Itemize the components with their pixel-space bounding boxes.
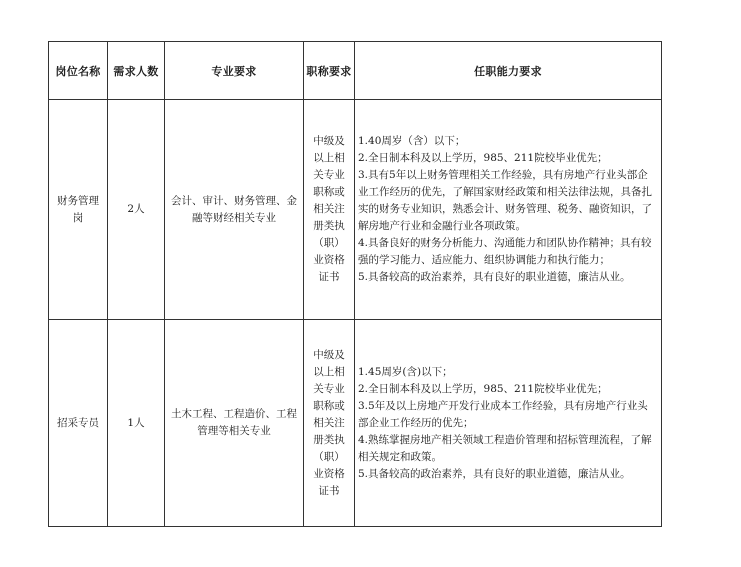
table-row [49, 100, 662, 320]
duty-item: 5.具备较高的政治素养，具有良好的职业道德，廉洁从业。 [358, 271, 631, 283]
title-req-text: 中级及以上相关专业职称或相关注册类执（职）业资格证书 [313, 348, 345, 497]
duties-cell [355, 320, 662, 527]
header-count: 需求人数 [108, 42, 165, 100]
header-position: 岗位名称 [49, 42, 108, 100]
position-cell: 财务管理岗 [49, 100, 108, 320]
duty-item: 2.全日制本科及以上学历，985、211院校毕业优先； [358, 152, 608, 164]
duty-item: 2.全日制本科及以上学历，985、211院校毕业优先； [358, 382, 608, 395]
count-cell: 2人 [108, 100, 165, 320]
title-req-cell [304, 100, 355, 320]
duty-item: 1.45周岁(含)以下； [358, 365, 453, 378]
duties-cell [355, 100, 662, 320]
major-cell: 土木工程、工程造价、工程管理等相关专业 [165, 320, 304, 527]
position-cell: 招采专员 [49, 320, 108, 527]
duty-item: 5.具备较高的政治素养，具有良好的职业道德，廉洁从业。 [358, 467, 631, 480]
header-row [49, 42, 662, 100]
job-requirements-table [48, 41, 662, 527]
header-title-req: 职称要求 [304, 42, 355, 100]
duty-item: 4.熟练掌握房地产相关领域工程造价管理和招标管理流程，了解相关规定和政策。 [358, 433, 652, 463]
table-row [49, 320, 662, 527]
duty-item: 4.具备良好的财务分析能力、沟通能力和团队协作精神；具有较强的学习能力、适应能力、组织协调能力和执行能力； [358, 237, 652, 266]
duty-item: 1.40周岁（含）以下； [358, 135, 466, 147]
header-duties: 任职能力要求 [355, 42, 662, 100]
header-major: 专业要求 [165, 42, 304, 100]
major-cell: 会计、审计、财务管理、金融等财经相关专业 [165, 100, 304, 320]
duty-item: 3.5年及以上房地产开发行业成本工作经验，具有房地产行业头部企业工作经历的优先； [358, 399, 648, 429]
title-req-cell [304, 320, 355, 527]
count-cell: 1人 [108, 320, 165, 527]
duty-item: 3.具有5年以上财务管理相关工作经验，具有房地产行业头部企业工作经历的优先，了解国家财经政策和相关法律法规，具备扎实的财务专业知识，熟悉会计、财务管理、税务、融资知识，了解房地产行业和金融行业各项政策。 [358, 169, 652, 232]
title-req-text: 中级及以上相关专业职称或相关注册类执（职）业资格证书 [313, 135, 345, 283]
